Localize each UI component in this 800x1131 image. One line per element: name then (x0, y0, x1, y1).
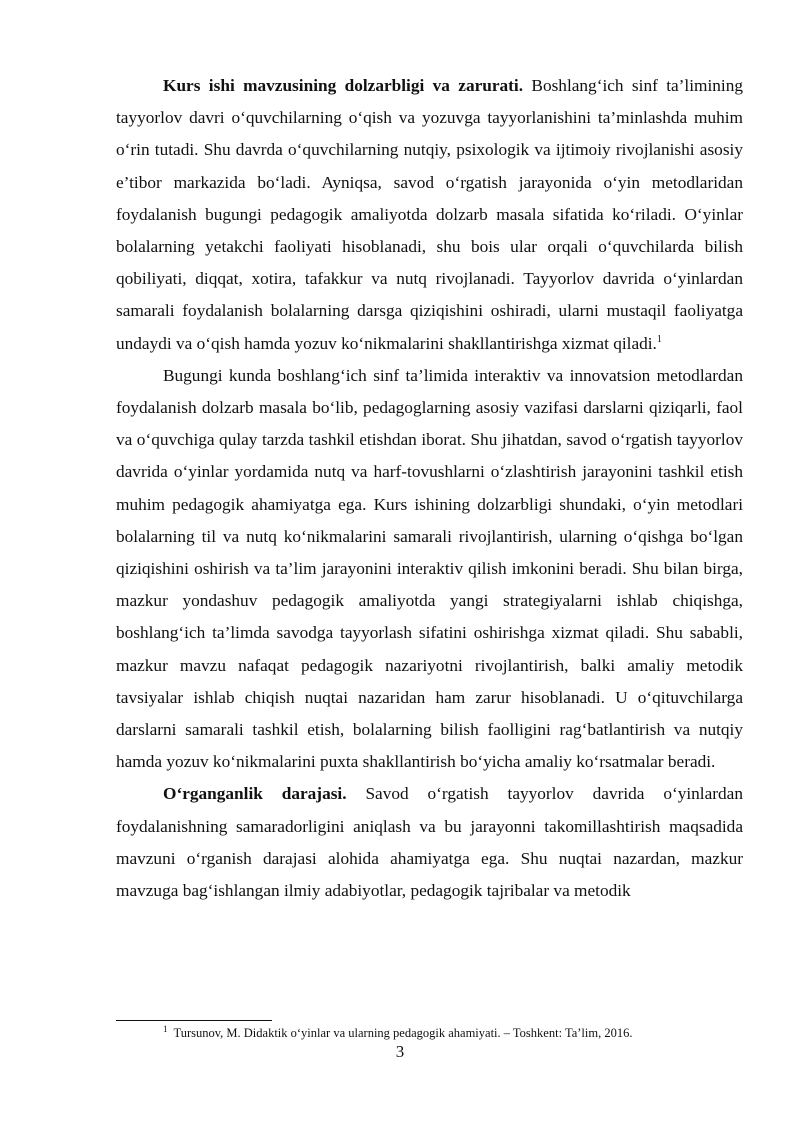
footnote-number: 1 (163, 1023, 168, 1034)
footnote-reference[interactable]: 1 (656, 333, 662, 345)
body-text (116, 70, 743, 907)
paragraph-heading-relevance: Kurs ishi mavzusining dolzarbligi va zarurati. (163, 76, 524, 95)
footnote-text: Tursunov, M. Didaktik o‘yinlar va ularning pedagogik ahamiyati. – Toshkent: Ta’lim, 2016. (173, 1026, 633, 1040)
paragraph-text-study-level: Savod o‘rgatish tayyorlov davrida o‘yinlardan foydalanishning samaradorligini aniqlash va bu jarayonni takomillashtirish maqsadida mavzuni o‘rganish darajasi alohida ahamiyatga ega. Shu nuqtai nazardan, mazkur mavzuga bag‘ishlangan ilmiy adabiyotlar, pedagogik tajribalar va metodik (116, 784, 743, 901)
paragraph-modern-methods (116, 360, 743, 779)
paragraph-study-level (116, 778, 743, 907)
footnote-separator (116, 1020, 272, 1021)
paragraph-relevance (116, 70, 743, 360)
paragraph-heading-study-level: O‘rganganlik darajasi. (163, 784, 347, 804)
footnote (163, 1025, 743, 1041)
paragraph-text-relevance: Boshlang‘ich sinf ta’limining tayyorlov davri o‘quvchilarning o‘qish va yozuvga tayyorlanishini ta’minlashda muhim o‘rin tutadi. Shu davrda o‘quvchilarning nutqiy, psixologik va ijtimoiy rivojlanishi asosiy e’tibor markazida bo‘ladi. Ayniqsa, savod o‘rgatish jarayonida o‘yin metodlaridan foydalanish bugungi pedagogik amaliyotda dolzarb masala sifatida ko‘riladi. O‘yinlar bolalarning yetakchi faoliyati hisoblanadi, shu bois ular orqali o‘quvchilarda bilish qobiliyati, diqqat, xotira, tafakkur va nutq rivojlanadi. Tayyorlov davrida o‘yinlardan samarali foydalanish bolalarning darsga qiziqishini oshiradi, ularni mustaqil faoliyatga undaydi va o‘qish hamda yozuv ko‘nikmalarini shakllantirishga xizmat qiladi. (116, 76, 743, 353)
paragraph-text-modern-methods: Bugungi kunda boshlang‘ich sinf ta’limida interaktiv va innovatsion metodlardan foydalanish dolzarb masala bo‘lib, pedagoglarning asosiy vazifasi darslarni qiziqarli, faol va o‘quvchiga qulay tarzda tashkil etishdan iborat. Shu jihatdan, savod o‘rgatish tayyorlov davrida o‘yinlar yordamida nutq va harf-tovushlarni o‘zlashtirish jarayonini tashkil etish muhim pedagogik ahamiyatga ega. Kurs ishining dolzarbligi shundaki, o‘yin metodlari bolalarning til va nutq ko‘nikmalarini samarali rivojlantirish, ularning o‘qishga bo‘lgan qiziqishini oshirish va ta’lim jarayonini interaktiv qilish imkonini beradi. Shu bilan birga, mazkur yondashuv pedagogik amaliyotda yangi strategiyalarni ishlab chiqishga, boshlang‘ich ta’limda savodga tayyorlash sifatini oshirishga xizmat qiladi. Shu sababli, mazkur mavzu nafaqat pedagogik nazariyotni rivojlantirish, balki amaliy metodik tavsiyalar ishlab chiqish nuqtai nazaridan ham zarur hisoblanadi. U o‘qituvchilarga darslarni samarali tashkil etish, bolalarning bilish faolligini rag‘batlantirish va nutqiy hamda yozuv ko‘nikmalarini puxta shakllantirish bo‘yicha amaliy ko‘rsatmalar beradi. (116, 365, 743, 772)
page-number: 3 (395, 1042, 405, 1061)
